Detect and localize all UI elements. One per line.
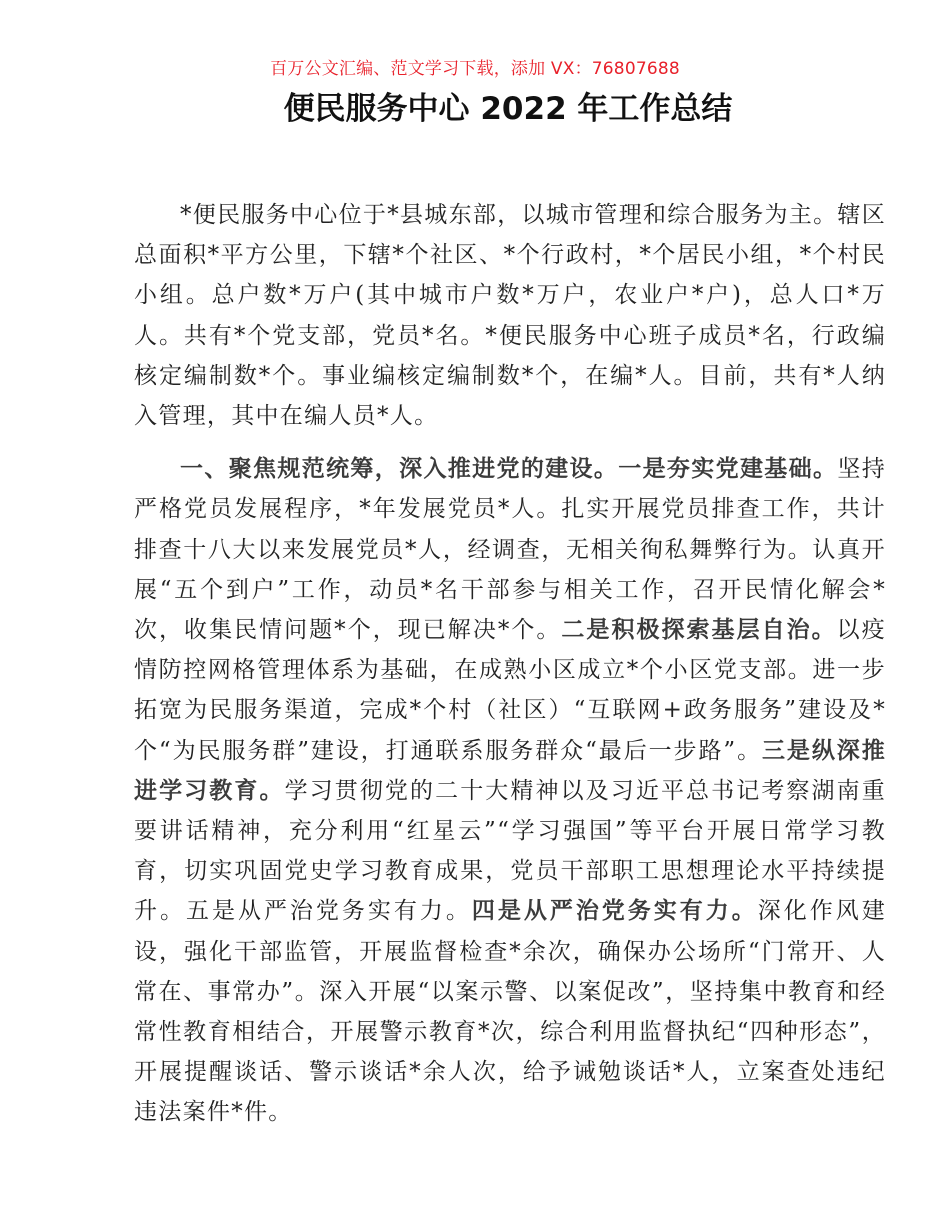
subsection-text-2: 以疫情防控网格管理体系为基础，在成熟小区成立*个小区党支部。进一步拓宽为民服务渠道，完成*个村（社区）“互联网+政务服务”建设及*个“为民服务群”建设，打通联系服务群众“最后一步路”。 <box>134 617 886 764</box>
section-paragraph <box>134 449 886 1132</box>
promo-banner: 百万公文汇编、范文学习下载，添加 VX：76807688 <box>270 59 680 79</box>
intro-text: *便民服务中心位于*县城东部，以城市管理和综合服务为主。辖区总面积*平方公里，下辖*个社区、*个行政村，*个居民小组，*个村民小组。总户数*万户(其中城市户数*万户，农业户*户)，总人口*万人。共有*个党支部，党员*名。*便民服务中心班子成员*名，行政编核定编制数*个。事业编核定编制数*个，在编*人。目前，共有*人纳入管理，其中在编人员*人。 <box>134 202 886 430</box>
subsection-title-3: 三是纵深推进学习教育。 <box>134 737 886 804</box>
document-body <box>134 195 886 1133</box>
subsection-text-1: 坚持严格党员发展程序，*年发展党员*人。扎实开展党员排查工作，共计排查十八大以来发展党员*人，经调查，无相关徇私舞弊行为。认真开展“五个到户”工作，动员*名干部参与相关工作，召开民情化解会*次，收集民情问题*个，现已解决*个。 <box>134 456 887 644</box>
intro-paragraph <box>134 195 886 436</box>
subsection-text-3: 学习贯彻党的二十大精神以及习近平总书记考察湖南重要讲话精神，充分利用“红星云”“学习强国”等平台开展日常学习教育，切实巩固党史学习教育成果，党员干部职工思想理论水平持续提升。五是从严治党务实有力。 <box>134 777 886 925</box>
subsection-text-4: 深化作风建设，强化干部监管，开展监督检查*余次，确保办公场所“门常开、人常在、事常办”。深入开展“以案示警、以案促改”，坚持集中教育和经常性教育相结合，开展警示教育*次，综合利用监督执纪“四种形态”，开展提醒谈话、警示谈话*余人次，给予诫勉谈话*人，立案查处违纪违法案件*件。 <box>134 898 886 1126</box>
document-title: 便民服务中心 2022 年工作总结 <box>283 91 733 127</box>
subsection-title-2: 二是积极探索基层自治。 <box>561 617 837 644</box>
subsection-title-4: 四是从严治党务实有力。 <box>471 898 758 925</box>
section-heading: 一、聚焦规范统筹，深入推进党的建设。 <box>180 456 619 483</box>
subsection-title-1: 一是夯实党建基础。 <box>618 456 838 483</box>
